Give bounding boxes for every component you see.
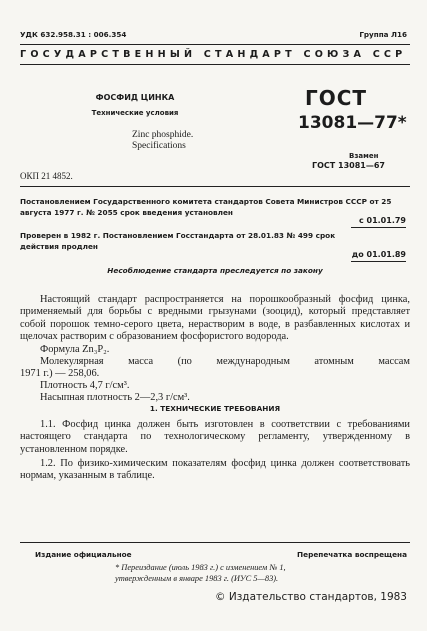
molar-mass-line-2: 1971 г.) — 258,06. xyxy=(20,368,100,379)
effective-date: с 01.01.79 xyxy=(358,216,406,225)
official-edition-label: Издание официальное xyxy=(35,550,132,559)
gost-label: ГОСТ xyxy=(305,86,368,110)
footer-rule xyxy=(20,542,410,543)
effective-date-underline xyxy=(351,227,406,228)
publisher-copyright: © Издательство стандартов, 1983 xyxy=(215,591,407,603)
replaces-label: Взамен xyxy=(349,152,379,160)
intro-paragraph: Настоящий стандарт распространяется на порошкообразный фосфид цинка, применяемый для борьбы с вредными грызунами (зооцид), который представляет собой порошок темно-серого цвета, нерастворим в воде, в разбавленных кислотах и щелочах растворим с образованием фосфористого водорода. xyxy=(20,294,410,342)
section-title: 1. ТЕХНИЧЕСКИЕ ТРЕБОВАНИЯ xyxy=(149,404,281,413)
header-rule-top xyxy=(20,44,410,45)
gost-number: 13081—77* xyxy=(298,113,407,133)
state-standard-heading: ГОСУДАРСТВЕННЫЙ СТАНДАРТ СОЮЗА ССР xyxy=(20,49,407,60)
extension-text: Проверен в 1982 г. Постановлением Госстандарта от 28.01.83 № 499 срок действия продлен xyxy=(20,231,336,251)
document-subtitle-en: Specifications xyxy=(132,141,186,151)
extension-date-underline xyxy=(351,261,406,262)
density-line: Плотность 4,7 г/см³. xyxy=(40,380,130,391)
violation-notice: Несоблюдение стандарта преследуется по закону xyxy=(107,266,323,275)
bulk-density-line: Насыпная плотность 2—2,3 г/см³. xyxy=(40,392,190,403)
clause-1-1: 1.1. Фосфид цинка должен быть изготовлен в соответствии с требованиями настоящего стандарта по технологическому регламенту, утвержденному в установленном порядке. xyxy=(20,419,410,455)
clause-1-2: 1.2. По физико-химическим показателям фосфид цинка должен соответствовать нормам, указанным в таблице. xyxy=(20,458,410,482)
document-title-en: Zinc phosphide. xyxy=(132,130,194,140)
extension-date: до 01.01.89 xyxy=(351,250,406,259)
document-subtitle: Технические условия xyxy=(91,109,179,117)
okp-rule xyxy=(20,186,410,187)
molar-mass-line-1: Молекулярная масса (по международным атомным массам xyxy=(40,356,410,367)
reissue-note xyxy=(115,562,286,584)
decree-text: Постановлением Государственного комитета стандартов Совета Министров СССР от 25 августа 1977 г. № 2055 срок введения установлен xyxy=(20,197,392,217)
formula-line: Формула Zn₃P₂. xyxy=(40,344,110,355)
reprint-notice: Перепечатка воспрещена xyxy=(297,550,407,559)
document-title: ФОСФИД ЦИНКА xyxy=(95,93,175,102)
replaces-standard: ГОСТ 13081—67 xyxy=(312,161,385,170)
reissue-note-line-2: утвержденным в январе 1983 г. (ИУС 5—83). xyxy=(115,574,279,583)
group-code: Группа Л16 xyxy=(359,30,407,39)
okp-code: ОКП 21 4852. xyxy=(20,171,73,181)
udk-code: УДК 632.958.31 : 006.354 xyxy=(20,30,127,39)
reissue-note-line-1: * Переиздание (июль 1983 г.) с изменением № 1, xyxy=(115,563,286,572)
header-rule-bottom xyxy=(20,64,410,65)
